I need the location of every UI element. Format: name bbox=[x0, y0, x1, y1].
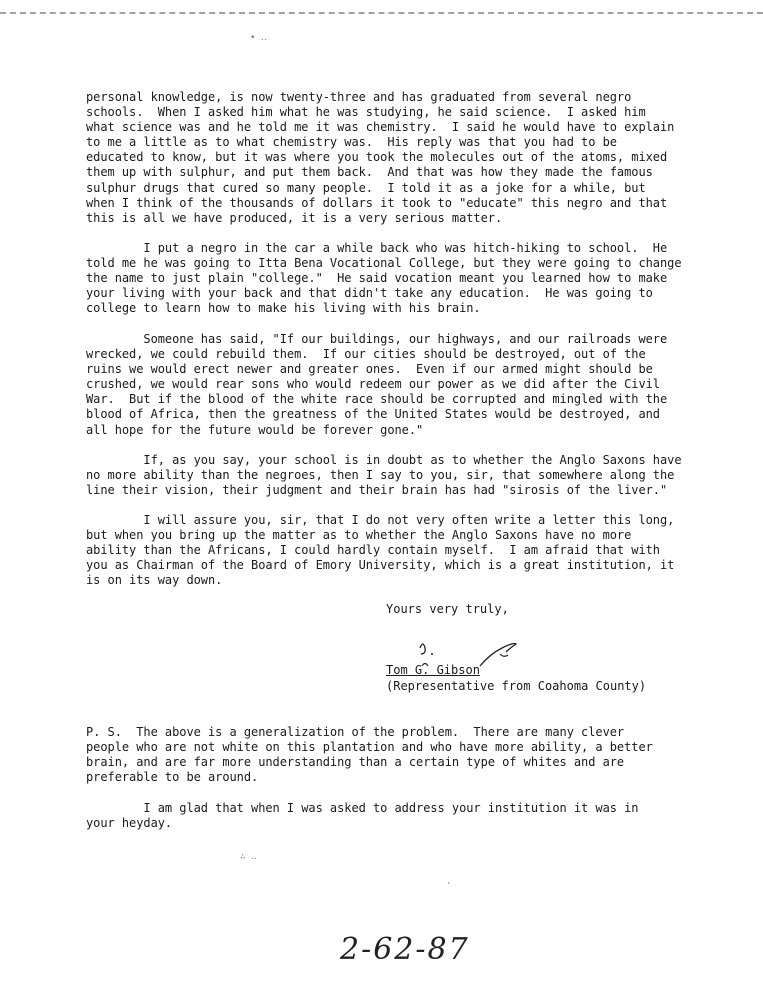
handwritten-reference-number: 2-62-87 bbox=[340, 932, 470, 967]
letter-paragraph: personal knowledge, is now twenty-three and has graduated from several negro schools. When I asked him what he was studying, he said science. I asked him what science was and he told me it was chemistry. I said he would have to explain to me a little as to what chemistry was. His reply was that you had to be educated to know, but it was where you took the molecules out of the atoms, mixed them up with sulphur, and put them back. And that was how they made the famous sulphur drugs that cured so many people. I told it as a joke for a while, but when I think of the thousands of dollars it took to "educate" this negro and that this is all we have produced, it is a very serious matter. bbox=[86, 90, 675, 225]
scan-speck: ∴ ‥ bbox=[240, 852, 257, 862]
letter-paragraph: Someone has said, "If our buildings, our highways, and our railroads were wrecked, we could rebuild them. If our cities should be destroyed, out of the ruins we would erect newer and greater ones. Even if our armed might should be crushed, we would rear sons who would redeem our power as we did after the Civil War. But if the blood of the white race should be corrupted and mingled with the blood of Africa, then the greatness of the United States would be destroyed, and all hope for the future would be forever gone." bbox=[86, 332, 668, 437]
postscript-paragraph: I am glad that when I was asked to address your institution it was in your heyday. bbox=[86, 801, 639, 831]
scan-speck: · bbox=[446, 879, 452, 889]
letter-paragraph: If, as you say, your school is in doubt as to whether the Anglo Saxons have no more ability than the negroes, then I say to you, sir, that somewhere along the line their vision, their judgment and their brain has had "sirosis of the liver." bbox=[86, 453, 682, 498]
postscript-paragraph: P. S. The above is a generalization of the problem. There are many clever people who are not white on this plantation and who have more ability, a better brain, and are far more understanding than a certain type of whites and are preferable to be around. bbox=[86, 725, 653, 785]
scan-speck: • ‥ bbox=[250, 33, 267, 43]
signature-title: (Representative from Coahoma County) bbox=[386, 679, 647, 693]
letter-paragraph: I put a negro in the car a while back who was hitch-hiking to school. He told me he was going to Itta Bena Vocational College, but they were going to change the name to just plain "college." He said vocation meant you learned how to make your living with your back and that didn't take any education. He was going to college to learn how to make his living with his brain. bbox=[86, 241, 682, 316]
letter-paragraph: I will assure you, sir, that I do not very often write a letter this long, but when you bring up the matter as to whether the Anglo Saxons have no more ability than the Africans, I could hardly contain myself. I am afraid that with you as Chairman of the Board of Emory University, which is a great institution, it is on its way down. bbox=[86, 513, 675, 588]
signature-name: Tom G. Gibson bbox=[386, 663, 480, 677]
page-top-border bbox=[0, 0, 763, 14]
letter-closing: Yours very truly, bbox=[386, 602, 509, 616]
